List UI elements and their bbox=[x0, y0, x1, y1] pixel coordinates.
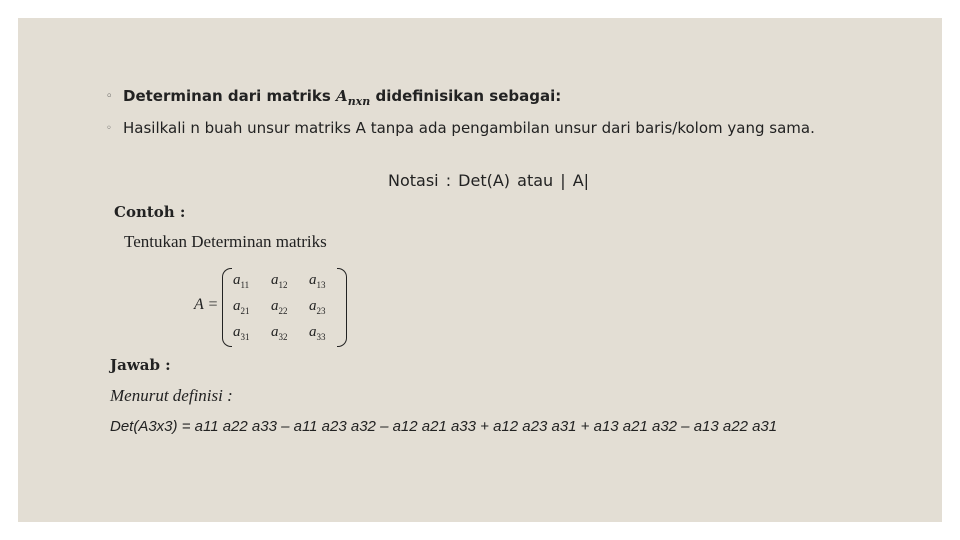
bullet-definition-text: Determinan dari matriks bbox=[123, 87, 337, 105]
matrix-cell: $a_{33}$ bbox=[309, 324, 326, 342]
bullet-marker: ◦ bbox=[106, 123, 112, 134]
bullet-explanation-text: Hasilkali n buah unsur matriks A tanpa ada pengambilan unsur dari baris/kolom yang sama. bbox=[123, 119, 815, 137]
matrix-cell: $a_{32}$ bbox=[271, 324, 288, 342]
bullet-explanation bbox=[106, 118, 886, 139]
bullet-definition bbox=[106, 86, 561, 112]
matrix-cell: $a_{21}$ bbox=[233, 298, 250, 316]
bullet-definition-tail: didefinisikan sebagai: bbox=[370, 87, 562, 105]
matrix-cell: $a_{31}$ bbox=[233, 324, 250, 342]
notation-text: Notasi : Det(A) atau | A| bbox=[388, 171, 590, 190]
matrix-3x3 bbox=[222, 268, 347, 345]
answer-heading: Jawab : bbox=[110, 356, 171, 374]
matrix-label: A = bbox=[194, 296, 219, 313]
bullet-marker: ◦ bbox=[106, 91, 113, 102]
slide bbox=[18, 18, 942, 522]
example-heading: Contoh : bbox=[114, 203, 186, 221]
matrix-cell: $a_{13}$ bbox=[309, 272, 326, 290]
definition-lead: Menurut definisi : bbox=[110, 386, 233, 405]
matrix-cell: $a_{11}$ bbox=[233, 272, 250, 290]
matrix-cell: $a_{22}$ bbox=[271, 298, 288, 316]
matrix-cell: $a_{12}$ bbox=[271, 272, 288, 290]
example-instruction: Tentukan Determinan matriks bbox=[124, 232, 327, 251]
matrix-cell: $a_{23}$ bbox=[309, 298, 326, 316]
matrix-symbol: $A_{nxn}$ bbox=[336, 87, 371, 108]
right-parenthesis bbox=[337, 268, 347, 347]
determinant-formula: Det(A3x3) = a11 a22 a33 – a11 a23 a32 – a12 a21 a33 + a12 a23 a31 + a13 a21 a32 – a13 a22 a31 bbox=[110, 418, 778, 435]
left-parenthesis bbox=[222, 268, 232, 347]
